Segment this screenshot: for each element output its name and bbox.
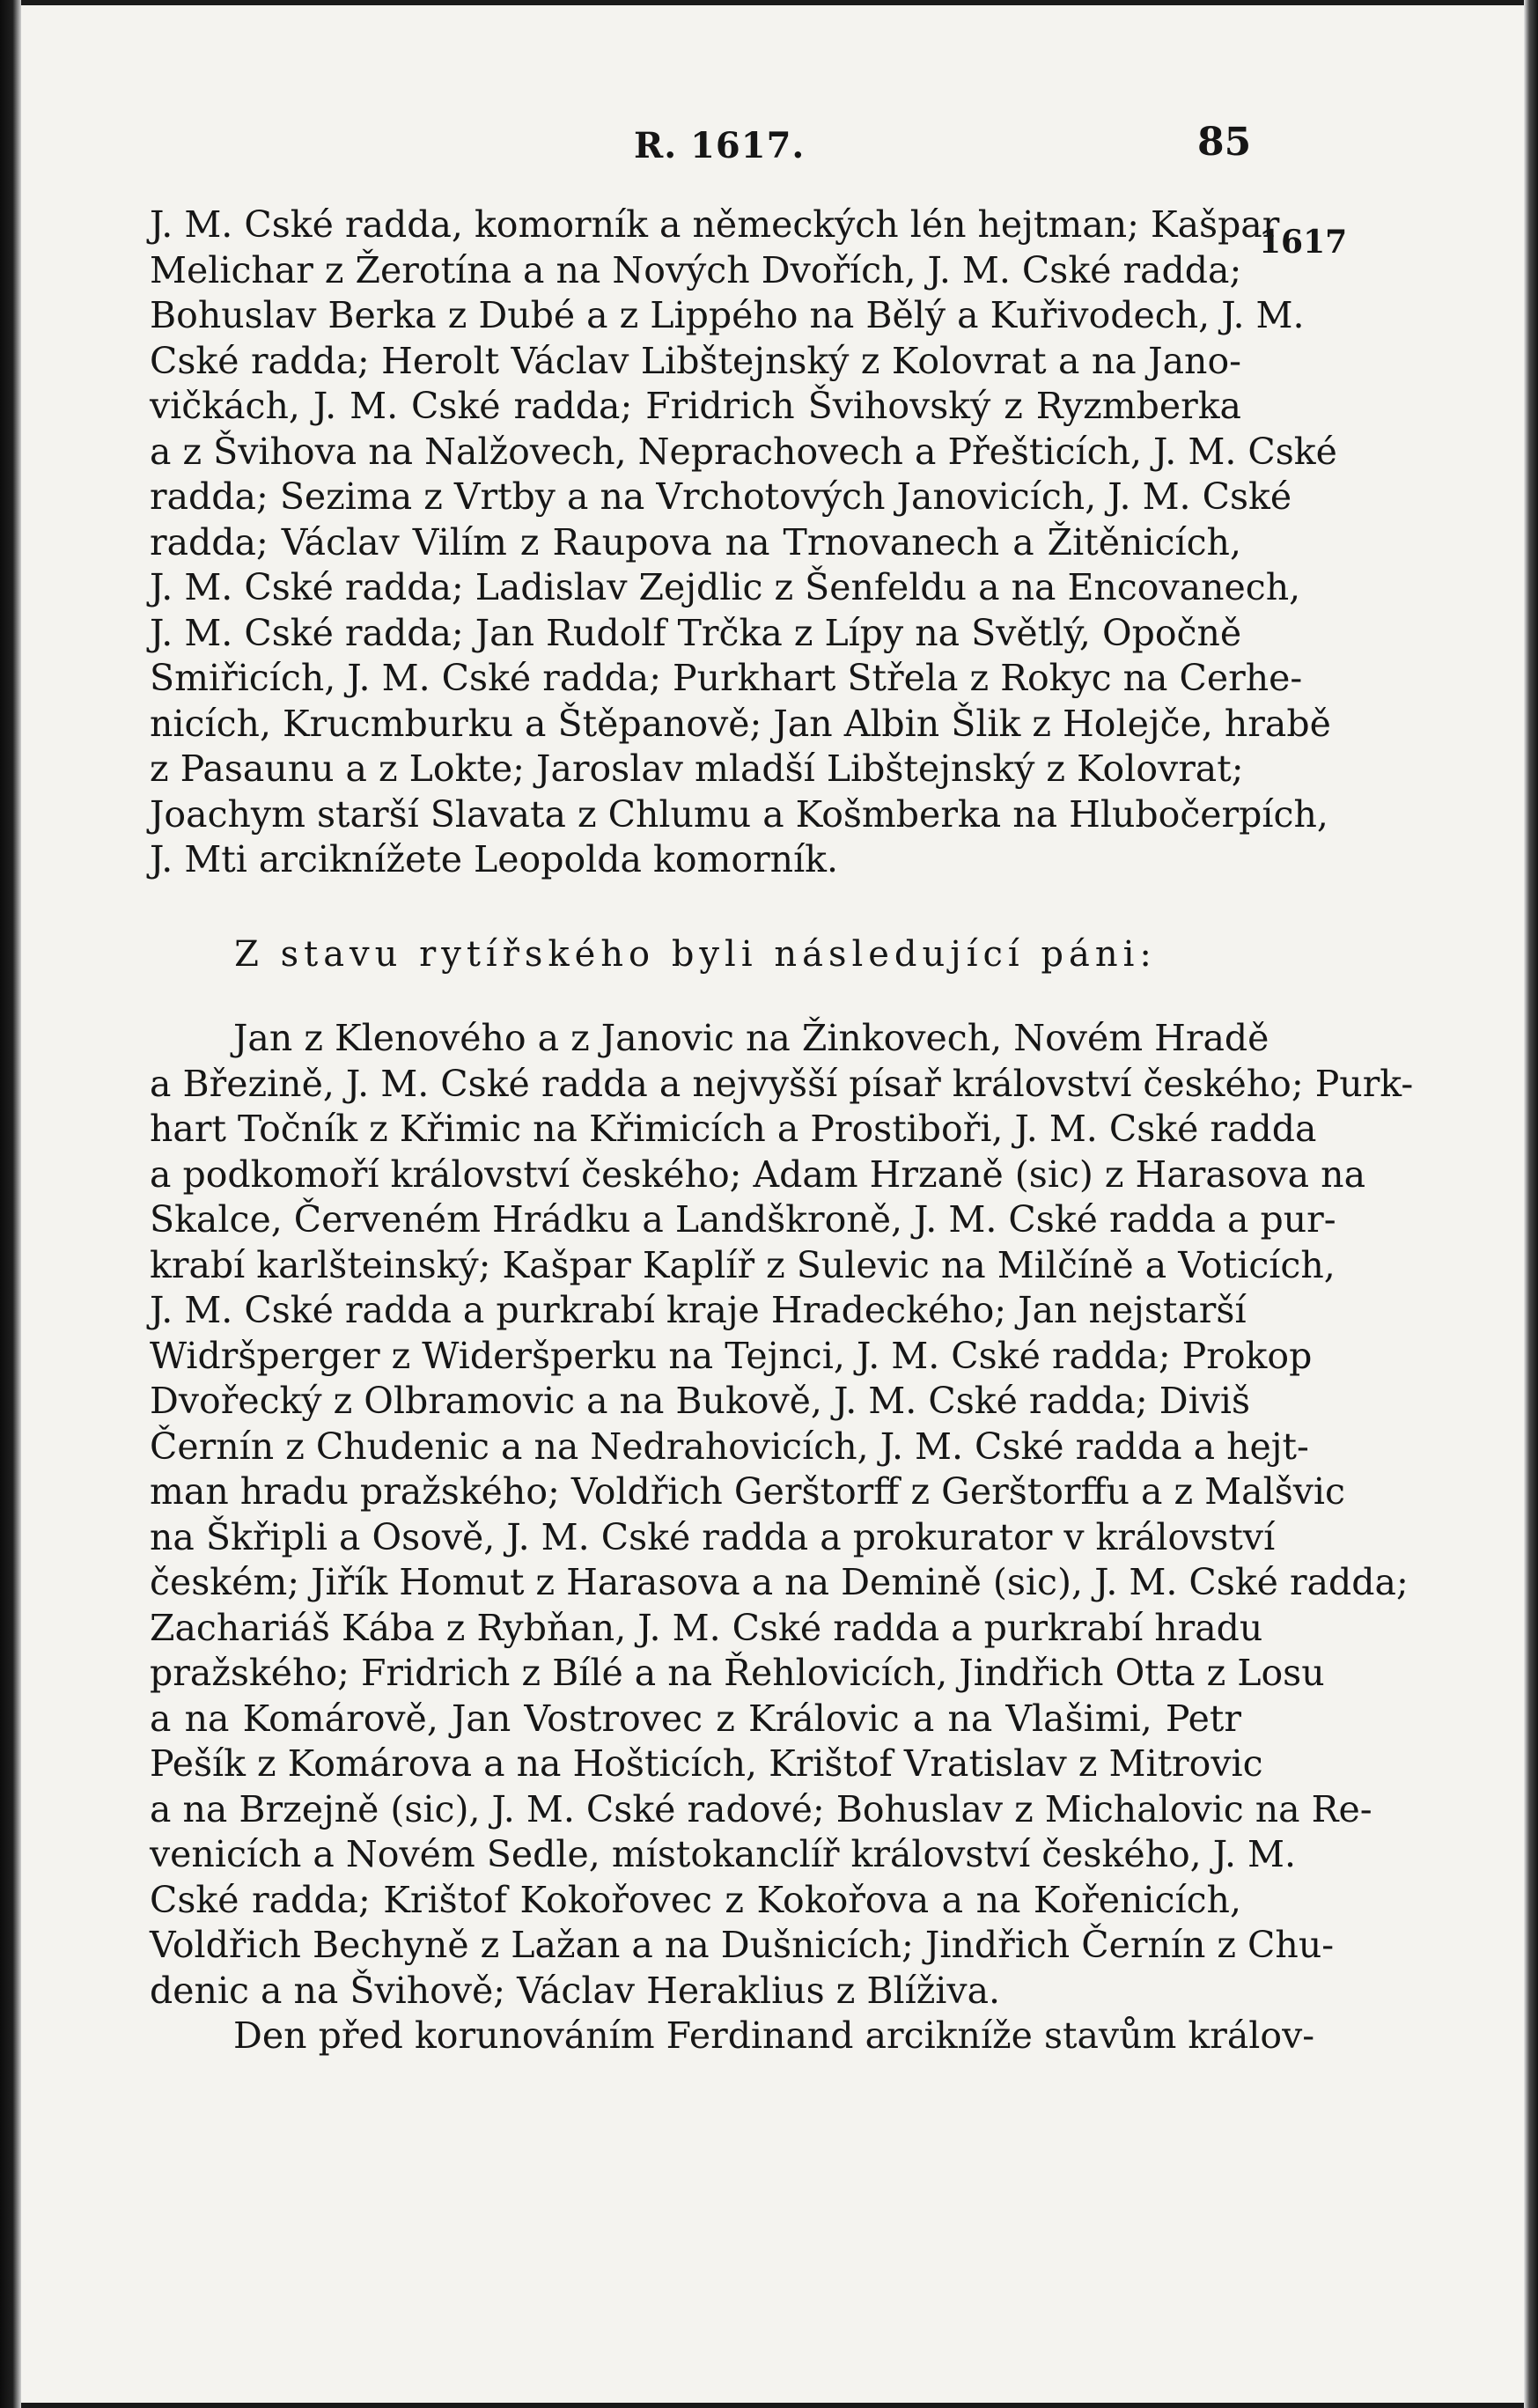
text-line: J. Mti arciknížete Leopolda komorník. bbox=[150, 838, 839, 880]
text-line: Voldřich Bechyně z Lažan a na Dušnicích; Jindřich Černín z Chu- bbox=[150, 1924, 1335, 1966]
text-line: Smiřicích, J. M. Cské radda; Purkhart Střela z Rokyc na Cerhe- bbox=[150, 657, 1303, 699]
scan-right-edge bbox=[1524, 0, 1538, 2408]
text-line: radda; Sezima z Vrtby a na Vrchotových Janovicích, J. M. Cské bbox=[150, 475, 1292, 518]
scan-left-edge bbox=[0, 0, 21, 2408]
text-line: radda; Václav Vilím z Raupova na Trnovanech a Žitěnicích, bbox=[150, 520, 1241, 563]
text-line: krabí karlšteinský; Kašpar Kaplíř z Sulevic na Milčíně a Voticích, bbox=[150, 1243, 1336, 1286]
text-line: J. M. Cské radda; Jan Rudolf Trčka z Lípy na Světlý, Opočně bbox=[150, 611, 1242, 654]
text-line: J. M. Cské radda, komorník a německých lén hejtman; Kašpar bbox=[150, 203, 1280, 246]
text-line: Zachariáš Kába z Rybňan, J. M. Cské radda a purkrabí hradu bbox=[150, 1606, 1263, 1649]
text-line: pražského; Fridrich z Bílé a na Řehlovicích, Jindřich Otta z Losu bbox=[150, 1652, 1325, 1694]
text-line: českém; Jiřík Homut z Harasova a na Demině (sic), J. M. Cské radda; bbox=[150, 1561, 1409, 1603]
text-line: Joachym starší Slavata z Chlumu a Košmberka na Hlubočerpích, bbox=[150, 792, 1328, 836]
text-line: a na Komárově, Jan Vostrovec z Královic a na Vlašimi, Petr bbox=[150, 1697, 1241, 1740]
text-line: na Škřipli a Osově, J. M. Cské radda a prokurator v království bbox=[150, 1515, 1276, 1558]
text-line: a Březině, J. M. Cské radda a nejvyšší písař království českého; Purk- bbox=[150, 1062, 1414, 1105]
text-line: Melichar z Žerotína a na Nových Dvořích, J. M. Cské radda; bbox=[150, 248, 1242, 291]
text-line: a podkomoří království českého; Adam Hrzaně (sic) z Harasova na bbox=[150, 1152, 1366, 1196]
text-line: hart Točník z Křimic na Křimicích a Prostiboři, J. M. Cské radda bbox=[150, 1108, 1317, 1150]
text-line: J. M. Cské radda; Ladislav Zejdlic z Šenfeldu a na Encovanech, bbox=[150, 566, 1301, 608]
section-heading: Z stavu rytířského byli následující páni: bbox=[234, 933, 1157, 975]
paragraph-2 bbox=[150, 1016, 1414, 2014]
text-line: Widršperger z Wideršperku na Tejnci, J. M. Cské radda; Prokop bbox=[150, 1334, 1313, 1377]
text-line: Cské radda; Krištof Kokořovec z Kokořova a na Kořenicích, bbox=[150, 1878, 1241, 1921]
text-line: z Pasaunu a z Lokte; Jaroslav mladší Libštejnský z Kolovrat; bbox=[150, 747, 1244, 790]
text-line: man hradu pražského; Voldřich Gerštorff z Gerštorffu a z Malšvic bbox=[150, 1470, 1345, 1513]
text-line: nicích, Krucmburku a Štěpanově; Jan Albin Šlik z Holejče, hrabě bbox=[150, 702, 1331, 745]
text-line: a na Brzejně (sic), J. M. Cské radové; Bohuslav z Michalovic na Re- bbox=[150, 1787, 1372, 1830]
text-line: Cské radda; Herolt Václav Libštejnský z Kolovrat a na Jano- bbox=[150, 339, 1241, 382]
running-head: R. 1617. bbox=[634, 125, 806, 166]
text-line: venicích a Novém Sedle, místokanclíř království českého, J. M. bbox=[150, 1833, 1297, 1875]
margin-year-note: 1617 bbox=[1259, 224, 1348, 261]
text-line: Pešík z Komárova a na Hošticích, Krištof Vratislav z Mitrovic bbox=[150, 1742, 1263, 1785]
text-line: vičkách, J. M. Cské radda; Fridrich Švihovský z Ryzmberka bbox=[150, 385, 1241, 427]
text-line: Skalce, Červeném Hrádku a Landškroně, J. M. Cské radda a pur- bbox=[150, 1198, 1336, 1241]
text-line: Černín z Chudenic a na Nedrahovicích, J. M. Cské radda a hejt- bbox=[150, 1425, 1309, 1468]
text-line: J. M. Cské radda a purkrabí kraje Hradeckého; Jan nejstarší bbox=[150, 1289, 1247, 1331]
text-line: a z Švihova na Nalžovech, Neprachovech a Přešticích, J. M. Cské bbox=[150, 430, 1337, 473]
text-line: Den před korunováním Ferdinand arcikníže stavům králov- bbox=[233, 2014, 1315, 2057]
text-line: denic a na Švihově; Václav Heraklius z Blíživa. bbox=[150, 1969, 1001, 2012]
paragraph-3 bbox=[150, 2014, 1315, 2059]
text-line: Jan z Klenového a z Janovic na Žinkovech, Novém Hradě bbox=[233, 1017, 1269, 1059]
text-line: Dvořecký z Olbramovic a na Bukově, J. M. Cské radda; Diviš bbox=[150, 1380, 1251, 1422]
page-number: 85 bbox=[1197, 120, 1252, 165]
text-line: Bohuslav Berka z Dubé a z Lippého na Bělý a Kuřivodech, J. M. bbox=[150, 294, 1305, 336]
